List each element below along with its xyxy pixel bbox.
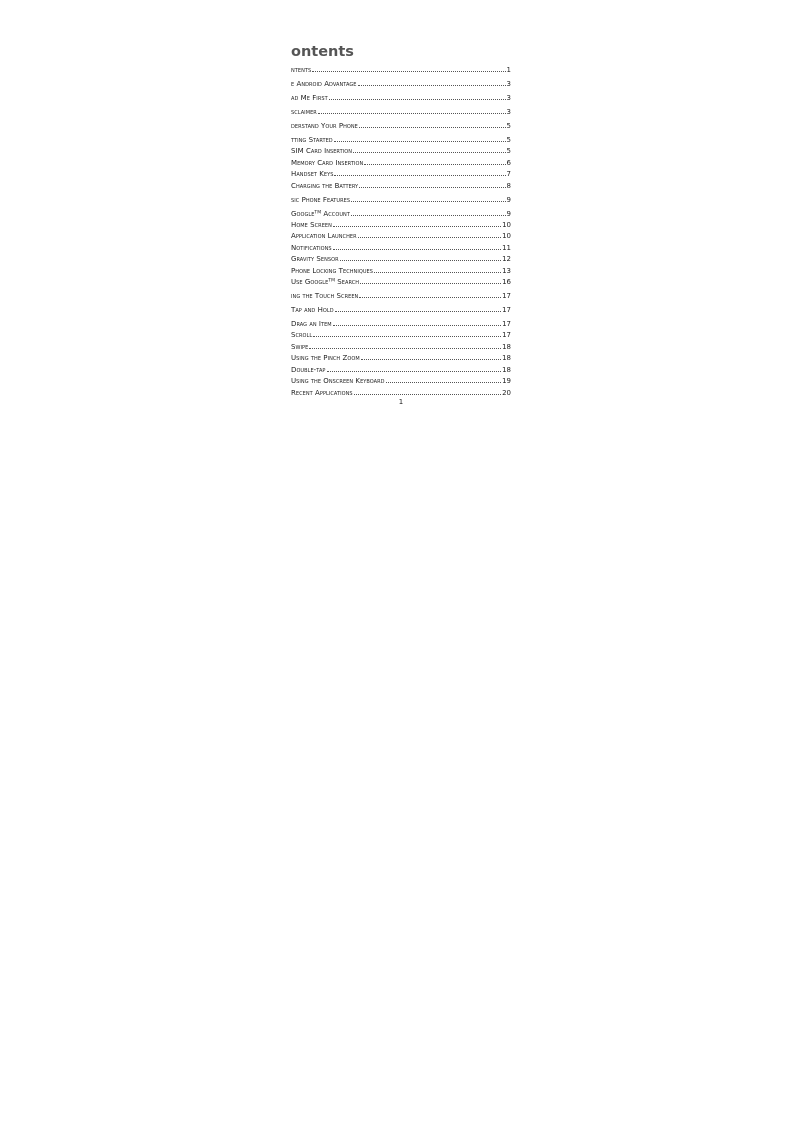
toc-entry-label: Charging the Battery: [291, 181, 359, 190]
toc-entry-label: sic Phone Features: [291, 195, 351, 204]
dot-leader: [309, 348, 501, 349]
toc-entry-label: ing the Touch Screen: [291, 292, 359, 301]
toc-entry-page: 9: [506, 195, 511, 204]
toc-entry-page: 19: [502, 377, 511, 386]
dot-leader: [358, 237, 501, 238]
dot-leader: [354, 394, 501, 395]
dot-leader: [335, 311, 501, 312]
toc-entry-label: tting Started: [291, 136, 333, 144]
toc-entry[interactable]: [291, 342, 511, 353]
table-of-contents: [291, 44, 511, 399]
toc-entry[interactable]: [291, 79, 511, 90]
dot-leader: [359, 297, 501, 298]
dot-leader: [333, 249, 501, 250]
dot-leader: [359, 187, 505, 188]
toc-entry[interactable]: [291, 169, 511, 180]
toc-entry-page: 13: [502, 266, 511, 275]
dot-leader: [360, 283, 501, 284]
toc-entry-page: 7: [506, 170, 511, 179]
toc-entry[interactable]: [291, 209, 511, 220]
toc-entry[interactable]: [291, 220, 511, 231]
toc-list: [291, 65, 511, 399]
toc-entry-page: 18: [502, 365, 511, 374]
toc-entry-page: 3: [506, 80, 511, 88]
toc-entry-label: Drag an Item: [291, 320, 332, 329]
dot-leader: [313, 336, 501, 337]
toc-entry-page: 18: [502, 354, 511, 363]
toc-entry-label: [291, 277, 359, 288]
toc-entry[interactable]: [291, 376, 511, 387]
toc-entry[interactable]: [291, 319, 511, 330]
trademark-sup: TM: [328, 278, 336, 284]
toc-entry-label: SIM Card Insertion: [291, 147, 352, 156]
toc-entry[interactable]: [291, 93, 511, 104]
toc-entry[interactable]: [291, 353, 511, 364]
toc-entry-page: 6: [506, 158, 511, 167]
toc-entry-label-text: Search: [335, 278, 360, 287]
page-number: 1: [398, 398, 404, 406]
toc-entry-page: 17: [502, 320, 511, 329]
dot-leader: [340, 260, 501, 261]
toc-entry-label: e Android Advantage: [291, 80, 357, 88]
toc-entry-label: sclaimer: [291, 108, 317, 116]
trademark-sup: TM: [314, 210, 322, 216]
dot-leader: [334, 141, 506, 142]
toc-entry[interactable]: [291, 121, 511, 132]
toc-entry-label: derstand Your Phone: [291, 122, 358, 130]
toc-entry-page: 10: [502, 221, 511, 230]
dot-leader: [329, 99, 506, 100]
toc-entry[interactable]: [291, 254, 511, 265]
toc-entry-label: [291, 209, 350, 220]
toc-entry-label: Using the Onscreen Keyboard: [291, 377, 385, 386]
toc-entry[interactable]: [291, 291, 511, 302]
toc-entry-label-text: Google: [291, 209, 315, 218]
dot-leader: [327, 371, 502, 372]
toc-entry-page: 17: [502, 306, 511, 315]
toc-entry-label: Handset Keys: [291, 170, 334, 179]
toc-entry-page: 9: [506, 209, 511, 218]
toc-entry-page: 20: [502, 388, 511, 397]
toc-title: ontents: [291, 44, 354, 60]
toc-entry-page: 3: [506, 108, 511, 116]
toc-entry-page: 1: [506, 66, 511, 74]
toc-entry[interactable]: [291, 231, 511, 242]
toc-entry-label: Tap and Hold: [291, 306, 334, 315]
toc-entry-page: 5: [506, 147, 511, 156]
toc-entry-label: Application Launcher: [291, 232, 357, 241]
dot-leader: [358, 85, 506, 86]
toc-entry-label-text: Use Google: [291, 278, 329, 287]
toc-entry-page: 8: [506, 181, 511, 190]
dot-leader: [334, 175, 505, 176]
toc-entry[interactable]: [291, 135, 511, 146]
dot-leader: [351, 201, 505, 202]
toc-entry-page: 17: [502, 331, 511, 340]
toc-entry-label-text: Account: [321, 209, 350, 218]
toc-entry[interactable]: [291, 65, 511, 76]
toc-entry-label: ntents: [291, 66, 312, 74]
toc-entry-label: Gravity Sensor: [291, 255, 339, 264]
dot-leader: [318, 113, 506, 114]
toc-entry[interactable]: [291, 243, 511, 254]
toc-entry[interactable]: [291, 365, 511, 376]
toc-entry-label: Home Screen: [291, 221, 332, 230]
dot-leader: [361, 359, 501, 360]
toc-entry-label: Double-tap: [291, 365, 326, 374]
dot-leader: [374, 272, 501, 273]
dot-leader: [333, 226, 501, 227]
toc-entry[interactable]: [291, 266, 511, 277]
toc-entry-label: Phone Locking Techniques: [291, 266, 373, 275]
toc-entry-page: 11: [502, 243, 511, 252]
toc-entry[interactable]: [291, 181, 511, 192]
toc-entry-label: Scroll: [291, 331, 313, 340]
dot-leader: [353, 152, 506, 153]
dot-leader: [333, 325, 501, 326]
dot-leader: [351, 215, 506, 216]
dot-leader: [364, 164, 505, 165]
dot-leader: [359, 127, 506, 128]
toc-entry-label: Swipe: [291, 342, 309, 351]
toc-entry-label: ad Me First: [291, 94, 328, 102]
toc-entry-label: Memory Card Insertion: [291, 158, 364, 167]
toc-entry[interactable]: [291, 107, 511, 118]
dot-leader: [312, 71, 505, 72]
toc-entry[interactable]: [291, 146, 511, 157]
toc-entry-page: 5: [506, 136, 511, 144]
toc-entry-page: 5: [506, 122, 511, 130]
toc-entry-page: 16: [502, 278, 511, 287]
toc-entry[interactable]: [291, 195, 511, 206]
toc-entry[interactable]: [291, 277, 511, 288]
toc-entry-page: 12: [502, 255, 511, 264]
toc-entry[interactable]: [291, 330, 511, 341]
toc-entry-label: Recent Applications: [291, 388, 353, 397]
dot-leader: [386, 382, 502, 383]
toc-entry-page: 17: [502, 292, 511, 301]
toc-entry[interactable]: [291, 158, 511, 169]
toc-entry-page: 10: [502, 232, 511, 241]
toc-entry-page: 18: [502, 342, 511, 351]
toc-entry-label: Using the Pinch Zoom: [291, 354, 360, 363]
toc-entry-page: 3: [506, 94, 511, 102]
toc-entry[interactable]: [291, 305, 511, 316]
toc-entry-label: Notifications: [291, 243, 332, 252]
